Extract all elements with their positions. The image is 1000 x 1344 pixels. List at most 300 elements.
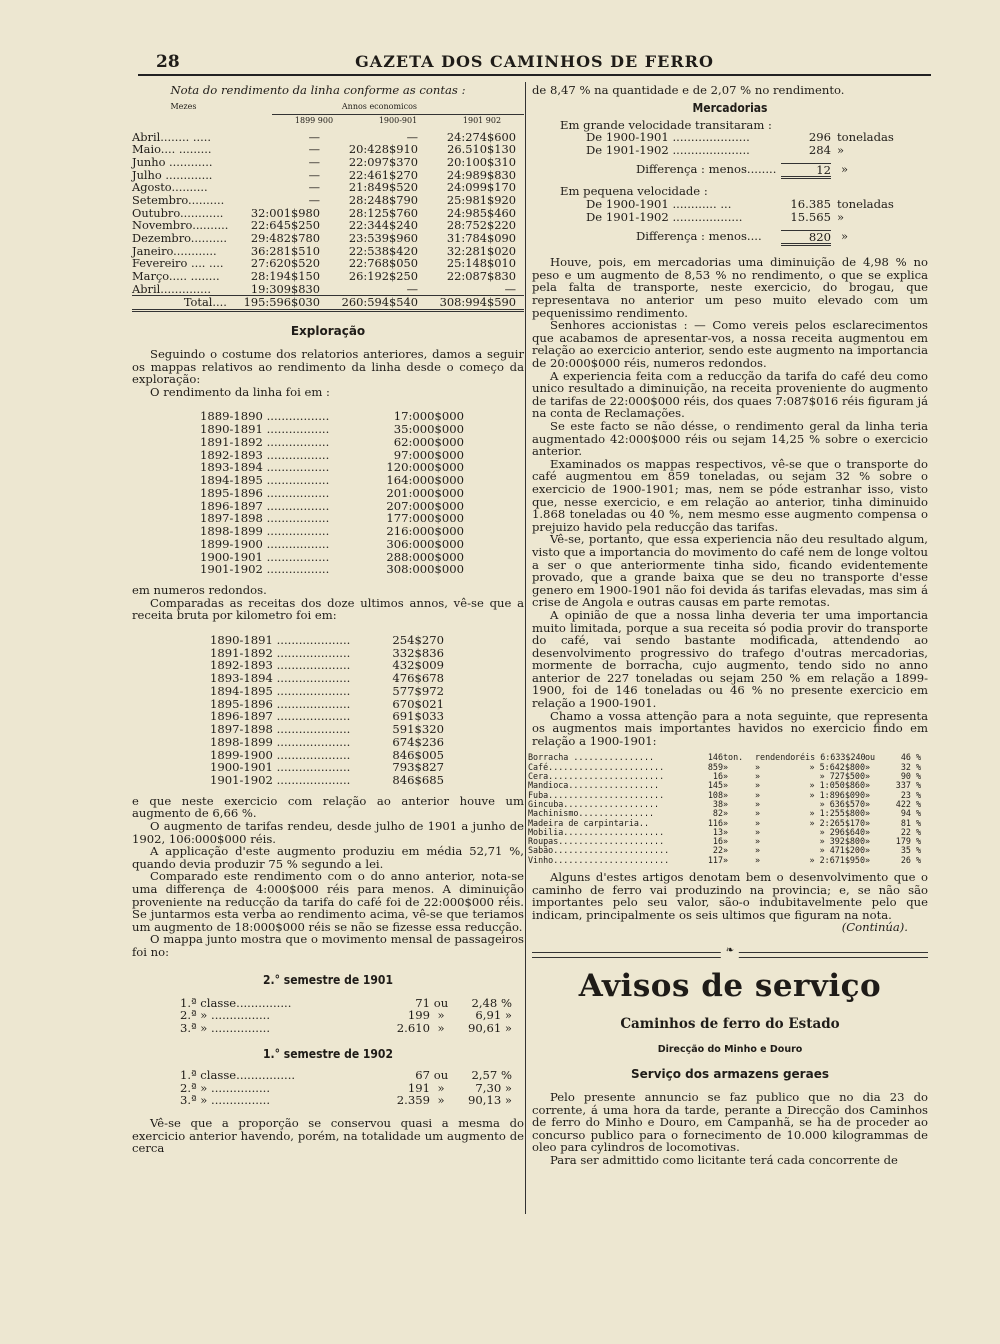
passenger-cell: » (437, 1008, 445, 1023)
per-km-row-period: 1901-1902 .................... (210, 773, 351, 788)
goods-cell: » (755, 836, 761, 847)
revenue-cell: 24:989$830 (446, 167, 516, 182)
goods-cell: 46 % (900, 752, 921, 763)
passenger-cell: 2.ª » ................ (180, 1008, 270, 1023)
per-km-row-value: 332$836 (392, 645, 444, 660)
revenue-cell: 26.510$130 (447, 142, 516, 157)
gv-label: Em grande velocidade transitaram : (560, 117, 772, 132)
paragraph: Houve, pois, em mercadorias uma diminuição de 4,98 % no peso e um augmento de 8,53 % no rendimento, o que se explica pela falta de transporte, neste exercicio, do brogau, que representava no anterior um peso muito elevado com um pequenissimo rendimento. (532, 255, 928, 320)
direccao-title: Direcção do Minho e Douro (657, 1043, 803, 1055)
revenue-cell: — (308, 155, 320, 170)
total-cell: 195:596$030 (243, 295, 320, 310)
goods-cell: » (865, 780, 871, 791)
paragraph: Vê-se, portanto, que essa experiencia não deu resultado algum, visto que a importancia do movimento do café nem de longe voltou a ser o que anteriormente tinha sido, ficando evidentemente provado, que a grande baixa que se deu no transporte d'esse genero em 1900-1901 não foi devida ás tarifas elevadas, mas sim á crise de Angola e outras causas em parte remotas. (532, 532, 928, 610)
goods-cell: Roupas..................... (528, 836, 665, 847)
difference-cell: 820 (781, 230, 831, 247)
passenger-cell: 191 (407, 1080, 430, 1095)
yearly-row-period: 1894-1895 ................. (200, 473, 330, 488)
goods-cell: » 392$800 (819, 836, 865, 847)
yearly-row-period: 1889-1890 ................. (200, 409, 330, 424)
right-column (528, 83, 928, 1167)
revenue-cell: 22:461$270 (348, 167, 418, 182)
goods-cell: » (865, 771, 871, 782)
goods-cell: Sabão....................... (528, 845, 670, 856)
goods-cell: 22 % (900, 826, 921, 837)
gv-table (586, 130, 894, 157)
goods-cell: » 727$500 (819, 771, 865, 782)
per-km-row (210, 723, 444, 736)
per-km-row-period: 1892-1893 .................... (210, 658, 351, 673)
pv-row-cell: 16.385 (790, 197, 831, 212)
revenue-cell: 24:274$600 (446, 129, 516, 144)
revenue-cell: 20:100$310 (446, 155, 516, 170)
revenue-cell: 22:344$240 (348, 218, 418, 233)
passenger-cell: » (437, 1093, 445, 1108)
goods-cell: » (755, 780, 761, 791)
revenue-cell: — (308, 142, 320, 157)
goods-cell: » (865, 845, 871, 856)
goods-cell: 35 % (900, 845, 921, 856)
total-cell: Total.... (183, 295, 227, 310)
revenue-cell: 20:428$910 (348, 142, 418, 157)
revenue-total-row (132, 295, 524, 312)
per-km-row-period: 1899-1900 .................... (210, 747, 351, 762)
per-km-row (210, 634, 444, 647)
revenue-cell: 23:539$960 (348, 231, 418, 246)
per-km-row-period: 1893-1894 .................... (210, 671, 351, 686)
per-km-row-period: 1891-1892 .................... (210, 645, 351, 660)
revenue-cell: — (406, 281, 418, 296)
goods-cell: Mobilia.................... (528, 826, 665, 837)
paragraph: Vê-se que a proporção se conservou quasi a mesma do exercicio anterior havendo, porém, na totalidade um augmento de cerca (132, 1116, 524, 1156)
yearly-row-value: 201:000$000 (386, 485, 464, 500)
passenger-cell: » (437, 1021, 445, 1036)
passenger-cell: 2,57 % (471, 1067, 512, 1082)
paragraph: Comparado este rendimento com o do anno anterior, nota-se uma differença de 4:000$000 réis para menos. A diminuição proveniente na reducção da tarifa do café foi de 22:000$000 réis. Se juntarmos esta verba ao rendimento acima, vê-se que teriamos um augmento de 18:000$000 réis se não se fizesse essa reducção. (132, 869, 524, 934)
month-label: Agosto.......... (132, 180, 208, 195)
goods-cell: » (865, 761, 871, 772)
per-km-row-period: 1895-1896 .................... (210, 696, 351, 711)
yearly-row-period: 1892-1893 ................. (200, 447, 330, 462)
paragraph: O rendimento da linha foi em : (150, 384, 330, 399)
passenger-row (180, 1067, 512, 1082)
revenue-cell: 22:645$250 (250, 218, 320, 233)
paragraph: em numeros redondos. (132, 583, 267, 598)
revenue-cell: 32:281$020 (446, 243, 516, 258)
revenue-cell: 22:097$370 (348, 155, 418, 170)
goods-cell: Vinho....................... (528, 854, 670, 865)
paragraph: O mappa junto mostra que o movimento mensal de passageiros foi no: (132, 932, 524, 959)
paragraph: Se este facto se não désse, o rendimento geral da linha teria augmentado 42:000$000 réis ou sejam 14,25 % sobre o exercicio anterior. (532, 419, 928, 459)
goods-cell: 179 % (895, 836, 921, 847)
yearly-row-value: 97:000$000 (393, 447, 464, 462)
yearly-row-value: 216:000$000 (386, 524, 464, 539)
revenue-cell: 21:849$520 (348, 180, 418, 195)
pv-row-cell: » (837, 209, 845, 224)
goods-cell: 16 (712, 771, 723, 782)
goods-cell: » (755, 845, 761, 856)
revenue-cell: 28:248$790 (348, 193, 418, 208)
gv-row-cell: 296 (808, 130, 831, 145)
yearly-row-period: 1895-1896 ................. (200, 485, 330, 500)
goods-cell: » (755, 826, 761, 837)
goods-cell: 337 % (895, 780, 921, 791)
passenger-cell: 7,30 » (475, 1080, 512, 1095)
goods-cell: 117 (707, 854, 723, 865)
per-km-row-value: 846$005 (392, 747, 444, 762)
per-km-row (210, 736, 444, 749)
goods-cell: 859 (707, 761, 723, 772)
passenger-cell: 199 (407, 1008, 430, 1023)
goods-cell: » (723, 780, 729, 791)
goods-cell: 22 (712, 845, 723, 856)
revenue-per-km-list (210, 634, 444, 787)
per-km-row-value: 670$021 (392, 696, 444, 711)
per-km-row (210, 774, 444, 787)
yearly-row (200, 474, 464, 487)
paragraph: Para ser admittido como licitante terá cada concorrente de (550, 1152, 898, 1167)
semester-title-1902: 1.° semestre de 1902 (263, 1046, 393, 1061)
revenue-cell: — (308, 180, 320, 195)
per-km-row-period: 1894-1895 .................... (210, 683, 351, 698)
goods-cell: » (865, 808, 871, 819)
goods-cell: » (755, 808, 761, 819)
goods-cell: 38 (712, 798, 723, 809)
revenue-cell: 19:309$830 (250, 281, 320, 296)
month-label: Junho ............ (132, 155, 213, 170)
paragraph: Seguindo o costume dos relatorios anteriores, damos a seguir os mappas relativos ao rendimento da linha desde o começo da exploração: (132, 346, 524, 387)
goods-cell: rendendo (755, 752, 796, 763)
semester-1902-table (180, 1067, 512, 1108)
revenue-cell: 31:784$090 (446, 231, 516, 246)
goods-cell: Borracha ................ (528, 752, 655, 763)
passenger-cell: 2,48 % (471, 995, 512, 1010)
goods-cell: Mandioca.................. (528, 780, 660, 791)
yearly-row-period: 1898-1899 ................. (200, 524, 330, 539)
pv-row-cell: De 1900-1901 ............ ... (586, 197, 732, 212)
goods-table (528, 753, 928, 865)
passenger-cell: 1.ª classe................ (180, 1067, 296, 1082)
pv-row-cell: De 1901-1902 ................... (586, 209, 743, 224)
per-km-row-period: 1896-1897 .................... (210, 709, 351, 724)
passenger-cell: 67 (415, 1067, 430, 1082)
passenger-cell: 90,61 » (468, 1021, 512, 1036)
passenger-cell: 71 (415, 995, 430, 1010)
per-km-row-value: 577$972 (392, 683, 444, 698)
passenger-cell: 6,91 » (475, 1008, 512, 1023)
goods-cell: 422 % (895, 798, 921, 809)
revenue-cell: 28:125$760 (348, 205, 418, 220)
goods-cell: » (755, 854, 761, 865)
per-km-row-period: 1898-1899 .................... (210, 734, 351, 749)
month-label: Novembro.......... (132, 218, 229, 233)
revenue-cell: 22:768$050 (348, 256, 418, 271)
goods-cell: 146 (707, 752, 723, 763)
goods-cell: ton. (723, 752, 744, 763)
revenue-cell: — (406, 129, 418, 144)
passenger-cell: 3.ª » ................ (180, 1021, 270, 1036)
goods-cell: Cera....................... (528, 771, 665, 782)
yearly-row (200, 423, 464, 436)
month-label: Julho ............. (132, 167, 213, 182)
goods-cell: ou (865, 752, 876, 763)
goods-cell: » (865, 854, 871, 865)
yearly-row-value: 164:000$000 (386, 473, 464, 488)
yearly-row (200, 538, 464, 551)
per-km-row (210, 685, 444, 698)
paragraph: O augmento de tarifas rendeu, desde julho de 1901 a junho de 1902, 106:000$000 réis. (132, 819, 524, 846)
paragraph: Pelo presente annuncio se faz publico que no dia 23 do corrente, á uma hora da tarde, perante a Direcção dos Caminhos de ferro do Minho e Douro, em Campanhã, se ha de proceder ao concurso publico para o fornecimento de 10.000 kilogrammas de oleo para cylindros de locomotivas. (532, 1089, 928, 1155)
revenue-cell: 22:087$830 (446, 269, 516, 283)
goods-cell: 116 (707, 817, 723, 828)
gv-row (586, 144, 886, 157)
revenue-cell: 28:194$150 (250, 269, 320, 283)
pv-row-cell: toneladas (837, 197, 894, 212)
per-km-row-period: 1890-1891 .................... (210, 632, 351, 647)
yearly-row-value: 35:000$000 (393, 422, 464, 437)
difference-cell: Differença : menos.... (636, 228, 762, 243)
yearly-row (200, 525, 464, 538)
revenue-years-header (272, 114, 524, 128)
revenue-cell: 24:985$460 (446, 205, 516, 220)
revenue-cell: 32:001$980 (250, 205, 320, 220)
goods-cell: 108 (707, 789, 723, 800)
paragraph: A opinião de que a nossa linha deveria ter uma importancia muito limitada, porque a sua receita só podia provir do transporte do café, vai sendo bastante modificada, attendendo ao desenvolvimento progressivo do trafego d'outras mercadorias, mormente de borracha, cujo augmento, tendo sido no anno anterior de 227 toneladas ou sejam 250 % em relação a 1899-1900, foi de 146 toneladas ou 46 % no presente exercicio em relação a 1900-1901. (532, 607, 928, 711)
revenue-cell: 29:482$780 (250, 231, 320, 246)
yearly-row-period: 1900-1901 ................. (200, 549, 330, 564)
semester-title-1901: 2.° semestre de 1901 (263, 972, 393, 987)
per-km-row-period: 1900-1901 .................... (210, 760, 351, 775)
goods-cell: 90 % (900, 771, 921, 782)
gv-row-cell: De 1901-1902 ..................... (586, 142, 750, 157)
goods-cell: » (755, 761, 761, 772)
goods-cell: » (723, 826, 729, 837)
yearly-row-period: 1897-1898 ................. (200, 511, 330, 526)
revenue-cell: 25:148$010 (446, 256, 516, 271)
page-number: 28 (156, 52, 180, 72)
goods-cell: 82 (712, 808, 723, 819)
paragraph: A experiencia feita com a reducção da tarifa do café deu como unico resultado a diminuição, na receita proveniente do augmento de tarifas de 22:000$000 réis, dos quaes 7:087$016 réis figuram já na conta de Reclamações. (532, 368, 928, 421)
paragraph: Senhores accionistas : — Como vereis pelos esclarecimentos que acabamos de apresentar-vos, a nossa receita augmentou em relação ao exercicio anterior, sendo este augmento na importancia de 20:000$000 réis, numeros redondos. (532, 318, 928, 371)
yearly-row-period: 1901-1902 ................. (200, 562, 330, 577)
month-label: Abril........ ..... (132, 129, 211, 144)
passenger-cell: 2.ª » ................ (180, 1080, 270, 1095)
mercadorias-title: Mercadorias (692, 100, 768, 115)
revenue-cell: 36:281$510 (250, 243, 320, 258)
goods-cell: » (865, 817, 871, 828)
revenue-cell: 22:538$420 (348, 243, 418, 258)
goods-cell: » 5:642$800 (809, 761, 865, 772)
yearly-row-value: 177:000$000 (386, 511, 464, 526)
paragraph: de 8,47 % na quantidade e de 2,07 % no rendimento. (532, 83, 845, 97)
goods-cell: » 1:896$090 (809, 789, 865, 800)
total-cell: 308:994$590 (439, 295, 516, 310)
header-year-1: 1899 900 (294, 116, 334, 126)
revenue-table-header (132, 101, 524, 114)
goods-cell: Fuba....................... (528, 789, 665, 800)
goods-cell: » (755, 789, 761, 800)
yearly-revenue-list (200, 410, 464, 576)
gv-row-cell: De 1900-1901 ..................... (586, 130, 750, 145)
paragraph: Examinados os mappas respectivos, vê-se que o transporte do café augmentou em 859 toneladas, ou sejam 32 % sobre o exercicio de 1900-1901; mas, nem se póde estranhar isso, visto que, nesse exercicio, e em relação ao anterior, tinha diminuido 1.868 toneladas ou 40 %, nem mesmo esse augmento compensa o prejuizo havido pela reducção das tarifas. (532, 456, 928, 534)
per-km-row-value: 254$270 (392, 632, 444, 647)
yearly-row-period: 1890-1891 ................. (200, 422, 330, 437)
yearly-row-period: 1891-1892 ................. (200, 434, 330, 449)
page-header (138, 48, 931, 76)
per-km-row-value: 591$320 (392, 722, 444, 737)
armazens-title: Serviço dos armazens geraes (631, 1066, 829, 1081)
pv-difference (636, 230, 886, 247)
header-year-3: 1901 902 (462, 116, 502, 126)
goods-cell: 16 (712, 836, 723, 847)
month-label: Janeiro............ (132, 243, 217, 258)
passenger-cell: 3.ª » ................ (180, 1093, 270, 1108)
pv-row-cell: 15.565 (790, 209, 831, 224)
header-months: Mezes (170, 101, 197, 111)
month-label: Fevereiro .... .... (132, 256, 224, 271)
yearly-row (200, 487, 464, 500)
difference-row (636, 163, 886, 180)
passenger-cell: » (437, 1080, 445, 1095)
goods-cell: Machinismo............... (528, 808, 655, 819)
per-km-row-period: 1897-1898 .................... (210, 722, 351, 737)
passenger-cell: 2.359 (396, 1093, 430, 1108)
pv-table (586, 197, 894, 224)
yearly-row-value: 308:000$000 (386, 562, 464, 577)
goods-cell: 23 % (900, 789, 921, 800)
header-year-2: 1900-901 (378, 116, 418, 126)
passenger-cell: 2.610 (396, 1021, 430, 1036)
month-label: Abril.............. (132, 281, 211, 296)
goods-cell: » (755, 798, 761, 809)
goods-cell: » (755, 817, 761, 828)
passenger-row (180, 1021, 512, 1036)
revenue-cell: 25:981$920 (446, 193, 516, 208)
yearly-row-value: 207:000$000 (386, 498, 464, 513)
goods-cell: » 2:671$950 (809, 854, 865, 865)
yearly-row-value: 17:000$000 (393, 409, 464, 424)
continua-note: (Continúa). (841, 920, 908, 935)
month-label: Outubro............ (132, 205, 224, 220)
per-km-row-value: 674$236 (392, 734, 444, 749)
revenue-cell: — (308, 129, 320, 144)
total-cell: 260:594$540 (341, 295, 418, 310)
gv-row-cell: toneladas (837, 130, 894, 145)
yearly-row-value: 306:000$000 (386, 536, 464, 551)
difference-cell: » (841, 228, 849, 243)
ornamental-rule (532, 944, 928, 958)
gv-row-cell: 284 (808, 142, 831, 157)
pv-row (586, 197, 894, 212)
goods-cell: » (723, 789, 729, 800)
goods-cell: réis 6:633$240 (795, 752, 866, 763)
paragraph: e que neste exercicio com relação ao anterior houve um augmento de 6,66 %. (132, 793, 524, 821)
goods-cell: 26 % (900, 854, 921, 865)
per-km-row-value: 846$685 (392, 773, 444, 788)
difference-cell: Differença : menos........ (636, 161, 777, 176)
header-years-group: Annos economicos (341, 101, 417, 111)
column-divider (525, 82, 526, 1214)
per-km-row-value: 476$678 (392, 671, 444, 686)
goods-cell: » 636$570 (819, 798, 865, 809)
per-km-row-value: 432$009 (392, 658, 444, 673)
per-km-row (210, 672, 444, 685)
avisos-title: Avisos de serviço (578, 967, 882, 1004)
passenger-cell: ou (433, 1067, 449, 1082)
goods-cell: Gincuba................... (528, 798, 660, 809)
goods-cell: » 1:050$860 (809, 780, 865, 791)
goods-cell: » (723, 798, 729, 809)
goods-cell: » 2:265$170 (809, 817, 865, 828)
journal-title: GAZETA DOS CAMINHOS DE FERRO (355, 52, 714, 71)
goods-cell: 13 (712, 826, 723, 837)
note-title: Nota do rendimento da linha conforme as contas : (170, 83, 466, 97)
goods-cell: 145 (707, 780, 723, 791)
section-title-exploracao: Exploração (290, 323, 366, 338)
goods-cell: » 471$200 (819, 845, 865, 856)
paragraph: A applicação d'este augmento produziu em média 52,71 %, quando devia produzir 75 % segundo a lei. (132, 844, 524, 871)
goods-cell: » (723, 845, 729, 856)
passenger-cell: 90,13 » (468, 1093, 512, 1108)
passenger-row (180, 1093, 512, 1108)
goods-cell: » (723, 836, 729, 847)
revenue-cell: 27:620$520 (250, 256, 320, 271)
goods-cell: » (865, 826, 871, 837)
goods-cell: » (865, 789, 871, 800)
goods-cell: » (723, 808, 729, 819)
revenue-cell: — (308, 167, 320, 182)
month-label: Maio.... ......... (132, 142, 212, 157)
yearly-row-period: 1896-1897 ................. (200, 498, 330, 513)
difference-cell: 12 (781, 163, 831, 180)
revenue-cell: — (504, 281, 516, 296)
yearly-row-period: 1899-1900 ................. (200, 536, 330, 551)
revenue-cell: 26:192$250 (348, 269, 418, 283)
paragraph: Comparadas as receitas dos doze ultimos annos, vê-se que a receita bruta por kilometro foi em: (132, 595, 524, 623)
left-column (132, 84, 524, 1155)
passenger-cell: ou (433, 995, 449, 1010)
goods-cell: 81 % (900, 817, 921, 828)
goods-cell: » (723, 771, 729, 782)
goods-cell: » (723, 817, 729, 828)
yearly-row (200, 436, 464, 449)
difference-cell: » (841, 161, 849, 176)
goods-cell: » (865, 798, 871, 809)
yearly-row (200, 563, 464, 576)
revenue-cell: — (308, 193, 320, 208)
goods-cell: 94 % (900, 808, 921, 819)
goods-cell: » 1:255$800 (809, 808, 865, 819)
yearly-row-value: 288:000$000 (386, 549, 464, 564)
revenue-cell: 28:752$220 (446, 218, 516, 233)
goods-cell: » (755, 771, 761, 782)
goods-cell: 32 % (900, 761, 921, 772)
goods-cell: » (723, 761, 729, 772)
revenue-cell: 24:099$170 (446, 180, 516, 195)
passenger-cell: 1.ª classe............... (180, 995, 292, 1010)
goods-cell: » 296$640 (819, 826, 865, 837)
gv-row-cell: » (837, 142, 845, 157)
yearly-row-value: 120:000$000 (386, 460, 464, 475)
goods-cell: » (865, 836, 871, 847)
paragraph: Alguns d'estes artigos denotam bem o desenvolvimento que o caminho de ferro vai produzindo na provincia; e, se não são importantes pelo seu valor, são-o indubitavelmente pelo que indicam, principalmente os seis ultimos que figuram na nota. (532, 870, 928, 922)
semester-1901-table (180, 995, 512, 1036)
goods-cell: Madeira de carpintaria.. (528, 817, 650, 828)
pv-row (586, 211, 886, 224)
per-km-row-value: 793$827 (392, 760, 444, 775)
per-km-row-value: 691$033 (392, 709, 444, 724)
paragraph: Chamo a vossa attenção para a nota seguinte, que representa os augmentos mais importantes havidos no exercicio findo em relação a 1900-1901: (532, 708, 928, 748)
